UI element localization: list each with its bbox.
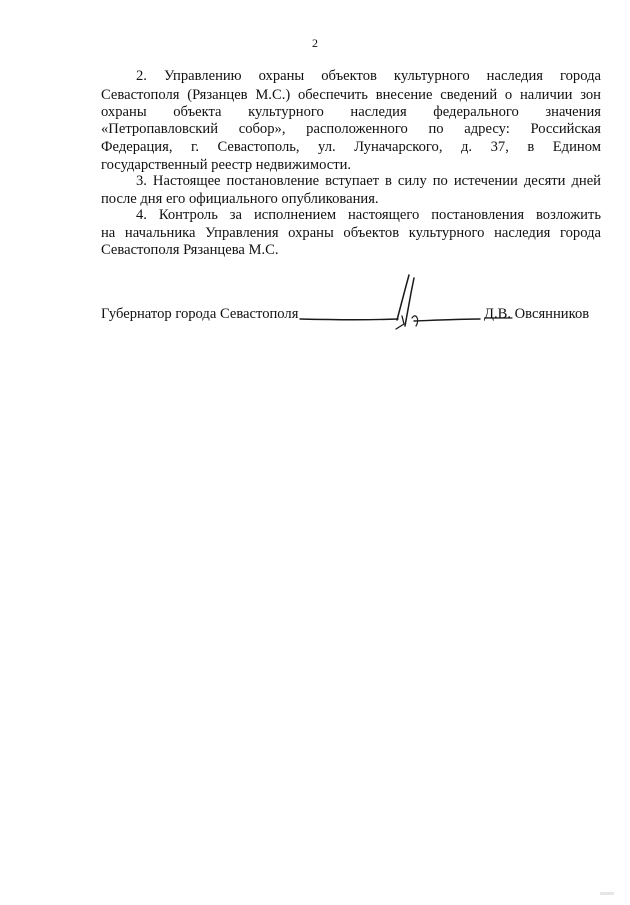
page-number: 2 [312, 36, 318, 50]
paragraph-line: Севастополя Рязанцева М.С. [101, 242, 279, 258]
paragraph-line: Севастополя (Рязанцев М.С.) обеспечить внесение сведений о наличии зон [101, 87, 601, 103]
paragraph-line: 2. Управлению охраны объектов культурного наследия города [136, 68, 601, 84]
signatory-name: Д.В. Овсянников [484, 306, 590, 322]
paragraph-line: после дня его официального опубликования. [101, 191, 379, 207]
scan-artifact [600, 892, 614, 895]
signature-block [0, 0, 630, 360]
paragraph-line: 3. Настоящее постановление вступает в силу по истечении десяти дней [136, 173, 601, 189]
paragraph-line: на начальника Управления охраны объектов культурного наследия города [101, 225, 601, 241]
paragraph-line: охраны объекта культурного наследия федерального значения [101, 104, 601, 120]
paragraph-line: «Петропавловский собор», расположенного по адресу: Российская [101, 121, 601, 137]
paragraph-line: государственный реестр недвижимости. [101, 157, 352, 173]
signatory-position: Губернатор города Севастополя [101, 306, 299, 322]
paragraph-line: Федерация, г. Севастополь, ул. Луначарского, д. 37, в Едином [101, 139, 601, 155]
paragraph-line: 4. Контроль за исполнением настоящего постановления возложить [136, 207, 601, 223]
